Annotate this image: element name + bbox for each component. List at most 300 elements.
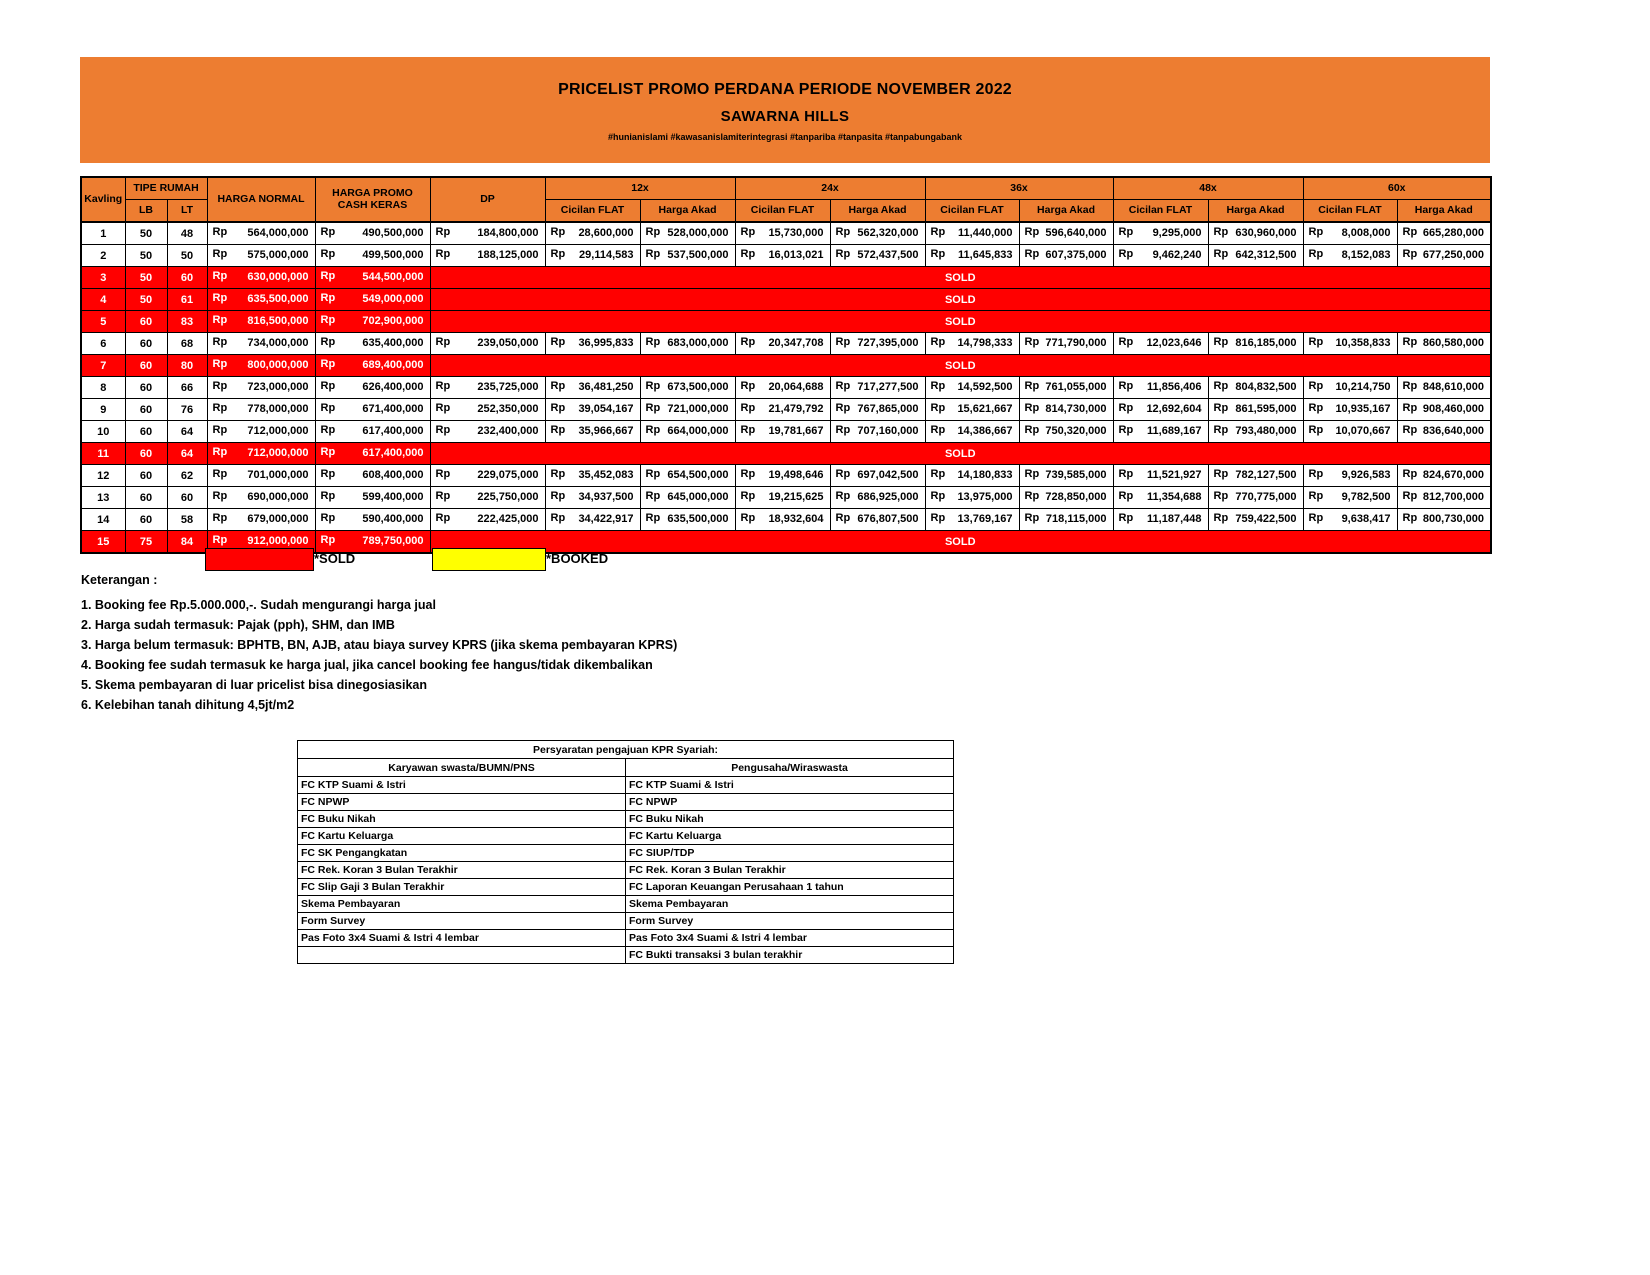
kavling-cell: 15 [81,531,125,554]
amount-value: 28,600,000 [578,227,634,239]
cicilan-cell-12x [545,399,640,421]
cicilan-cell-12x [545,377,640,399]
amount-value: 793,480,000 [1235,425,1297,437]
requirement-cell: FC Slip Gaji 3 Bulan Terakhir [298,879,626,896]
amount-value: 9,462,240 [1152,249,1202,261]
table-row [81,245,1491,267]
amount-value: 759,422,500 [1235,513,1297,525]
currency-label: Rp [1213,226,1229,238]
currency-label: Rp [550,380,566,392]
currency-label: Rp [930,424,946,436]
amount-value: 816,185,000 [1235,337,1297,349]
currency-label: Rp [212,446,228,458]
harga-promo-cell [315,267,430,289]
amount-value: 767,865,000 [857,403,919,415]
dp-cell [430,487,545,509]
akad-cell-36x [1019,465,1113,487]
amount-value: 14,798,333 [957,337,1013,349]
kavling-cell: 13 [81,487,125,509]
cicilan-cell-48x [1113,421,1208,443]
amount-value: 225,750,000 [477,491,539,503]
col-header-tenor-12x: 12x [545,177,735,200]
requirement-cell: FC NPWP [298,794,626,811]
cicilan-cell-36x [925,222,1019,245]
lt-cell: 68 [167,333,207,355]
currency-label: Rp [212,270,228,282]
akad-cell-36x [1019,245,1113,267]
amount-value: 11,521,927 [1147,469,1202,481]
currency-label: Rp [1118,402,1134,414]
currency-label: Rp [212,468,228,480]
currency-label: Rp [645,490,661,502]
legend-sold-label: *SOLD [314,551,356,566]
col-header-cicilan-48x: Cicilan FLAT [1113,200,1208,223]
lt-cell: 76 [167,399,207,421]
requirement-row [298,811,954,828]
currency-label: Rp [435,226,451,238]
currency-label: Rp [1402,512,1418,524]
amount-value: 654,500,000 [667,469,729,481]
table-row [81,355,1491,377]
akad-cell-24x [830,399,925,421]
notes-section [81,573,677,715]
currency-label: Rp [320,314,336,326]
col-header-akad-12x: Harga Akad [640,200,735,223]
amount-value: 701,000,000 [247,469,309,481]
currency-label: Rp [1402,248,1418,260]
amount-value: 20,064,688 [768,381,824,393]
cicilan-cell-12x [545,465,640,487]
akad-cell-48x [1208,421,1303,443]
amount-value: 39,054,167 [578,403,634,415]
akad-cell-12x [640,245,735,267]
notes-title: Keterangan : [81,573,158,587]
amount-value: 19,215,625 [768,491,824,503]
note-item: 4. Booking fee sudah termasuk ke harga jual, jika cancel booking fee hangus/tidak dikembalikan [81,658,653,672]
lt-cell: 84 [167,531,207,554]
currency-label: Rp [550,424,566,436]
currency-label: Rp [320,512,336,524]
currency-label: Rp [320,226,336,238]
cicilan-cell-60x [1303,421,1397,443]
amount-value: 734,000,000 [247,337,309,349]
currency-label: Rp [930,490,946,502]
legend-booked-swatch [432,548,546,571]
harga-normal-cell [207,311,315,333]
currency-label: Rp [645,248,661,260]
amount-value: 727,395,000 [857,337,919,349]
currency-label: Rp [1308,226,1324,238]
col-header-tenor-24x: 24x [735,177,925,200]
dp-cell [430,421,545,443]
cicilan-cell-12x [545,222,640,245]
amount-value: 8,152,083 [1341,249,1391,261]
amount-value: 19,498,646 [768,469,824,481]
amount-value: 188,125,000 [477,249,539,261]
amount-value: 689,400,000 [362,359,424,371]
akad-cell-12x [640,487,735,509]
amount-value: 36,995,833 [578,337,634,349]
currency-label: Rp [740,490,756,502]
lt-cell: 60 [167,267,207,289]
currency-label: Rp [930,468,946,480]
currency-label: Rp [645,226,661,238]
kavling-cell: 5 [81,311,125,333]
currency-label: Rp [1308,468,1324,480]
akad-cell-12x [640,377,735,399]
requirement-cell: FC KTP Suami & Istri [298,777,626,794]
cicilan-cell-36x [925,421,1019,443]
cicilan-cell-24x [735,222,830,245]
currency-label: Rp [212,336,228,348]
requirement-cell: FC Kartu Keluarga [626,828,954,845]
currency-label: Rp [320,358,336,370]
requirement-cell: Skema Pembayaran [298,896,626,913]
akad-cell-60x [1397,377,1491,399]
currency-label: Rp [835,402,851,414]
col-header-cicilan-24x: Cicilan FLAT [735,200,830,223]
legend-booked-label: *BOOKED [546,551,609,566]
currency-label: Rp [435,402,451,414]
kavling-cell: 3 [81,267,125,289]
amount-value: 36,481,250 [578,381,634,393]
amount-value: 717,277,500 [857,381,919,393]
amount-value: 683,000,000 [667,337,729,349]
amount-value: 8,008,000 [1341,227,1391,239]
harga-normal-cell [207,421,315,443]
currency-label: Rp [1213,490,1229,502]
amount-value: 20,347,708 [768,337,824,349]
amount-value: 11,645,833 [958,249,1013,261]
lt-cell: 64 [167,443,207,465]
amount-value: 21,479,792 [768,403,824,415]
amount-value: 771,790,000 [1045,337,1107,349]
kavling-cell: 6 [81,333,125,355]
harga-normal-cell [207,399,315,421]
harga-promo-cell [315,311,430,333]
currency-label: Rp [320,424,336,436]
currency-label: Rp [930,248,946,260]
currency-label: Rp [835,248,851,260]
harga-normal-cell [207,377,315,399]
amount-value: 673,500,000 [667,381,729,393]
requirement-cell: FC Bukti transaksi 3 bulan terakhir [626,947,954,964]
cicilan-cell-36x [925,509,1019,531]
note-item: 2. Harga sudah termasuk: Pajak (pph), SHM, dan IMB [81,618,395,632]
amount-value: 671,400,000 [362,403,424,415]
cicilan-cell-60x [1303,399,1397,421]
amount-value: 635,500,000 [247,293,309,305]
akad-cell-48x [1208,399,1303,421]
amount-value: 11,354,688 [1147,491,1202,503]
currency-label: Rp [550,468,566,480]
harga-promo-cell [315,443,430,465]
pricelist-table [80,176,1492,554]
akad-cell-60x [1397,399,1491,421]
amount-value: 626,400,000 [362,381,424,393]
col-header-cicilan-12x: Cicilan FLAT [545,200,640,223]
harga-normal-cell [207,487,315,509]
amount-value: 635,500,000 [667,513,729,525]
kavling-cell: 1 [81,222,125,245]
kavling-cell: 12 [81,465,125,487]
cicilan-cell-24x [735,399,830,421]
cicilan-cell-36x [925,245,1019,267]
cicilan-cell-24x [735,421,830,443]
amount-value: 15,730,000 [768,227,824,239]
cicilan-cell-12x [545,509,640,531]
amount-value: 836,640,000 [1422,425,1484,437]
col-header-akad-24x: Harga Akad [830,200,925,223]
requirement-row [298,777,954,794]
amount-value: 12,023,646 [1146,337,1202,349]
note-item: 3. Harga belum termasuk: BPHTB, BN, AJB, atau biaya survey KPRS (jika skema pembayaran KPRS) [81,638,678,652]
dp-cell [430,333,545,355]
currency-label: Rp [1308,380,1324,392]
currency-label: Rp [740,226,756,238]
amount-value: 645,000,000 [667,491,729,503]
amount-value: 564,000,000 [247,227,309,239]
currency-label: Rp [320,402,336,414]
amount-value: 761,055,000 [1045,381,1107,393]
requirement-row [298,947,954,964]
lt-cell: 61 [167,289,207,311]
cicilan-cell-60x [1303,377,1397,399]
currency-label: Rp [1213,402,1229,414]
col-header-tenor-36x: 36x [925,177,1113,200]
legend-sold-swatch [205,548,314,571]
requirement-cell: Pas Foto 3x4 Suami & Istri 4 lembar [626,930,954,947]
amount-value: 9,295,000 [1152,227,1202,239]
cicilan-cell-12x [545,333,640,355]
currency-label: Rp [835,226,851,238]
cicilan-cell-36x [925,333,1019,355]
amount-value: 739,585,000 [1045,469,1107,481]
currency-label: Rp [212,358,228,370]
harga-promo-cell [315,245,430,267]
harga-promo-cell [315,222,430,245]
amount-value: 252,350,000 [477,403,539,415]
col-header-akad-36x: Harga Akad [1019,200,1113,223]
requirement-cell: FC NPWP [626,794,954,811]
requirement-cell: FC Buku Nikah [626,811,954,828]
col-header-tenor-48x: 48x [1113,177,1303,200]
amount-value: 18,932,604 [768,513,824,525]
page-title: PRICELIST PROMO PERDANA PERIODE NOVEMBER 2022 [558,81,1012,98]
currency-label: Rp [212,292,228,304]
amount-value: 728,850,000 [1045,491,1107,503]
requirement-cell: Skema Pembayaran [626,896,954,913]
cicilan-cell-48x [1113,399,1208,421]
currency-label: Rp [835,512,851,524]
lb-cell: 60 [125,465,167,487]
table-row [81,509,1491,531]
currency-label: Rp [835,380,851,392]
amount-value: 607,375,000 [1045,249,1107,261]
kavling-cell: 14 [81,509,125,531]
currency-label: Rp [1308,424,1324,436]
currency-label: Rp [1308,336,1324,348]
sold-cell: SOLD [430,443,1491,465]
lb-cell: 50 [125,245,167,267]
akad-cell-24x [830,465,925,487]
akad-cell-60x [1397,465,1491,487]
cicilan-cell-24x [735,487,830,509]
requirement-row [298,930,954,947]
amount-value: 750,320,000 [1045,425,1107,437]
lb-cell: 60 [125,421,167,443]
dp-cell [430,245,545,267]
lb-cell: 60 [125,443,167,465]
currency-label: Rp [930,380,946,392]
akad-cell-60x [1397,509,1491,531]
cicilan-cell-48x [1113,377,1208,399]
col-header-cicilan-60x: Cicilan FLAT [1303,200,1397,223]
akad-cell-24x [830,421,925,443]
requirement-row [298,879,954,896]
akad-cell-12x [640,333,735,355]
currency-label: Rp [212,424,228,436]
akad-cell-60x [1397,487,1491,509]
amount-value: 800,730,000 [1422,513,1484,525]
currency-label: Rp [1402,424,1418,436]
amount-value: 848,610,000 [1422,381,1484,393]
col-header-tipe-rumah: TIPE RUMAH [125,177,207,200]
requirement-cell: Pas Foto 3x4 Suami & Istri 4 lembar [298,930,626,947]
currency-label: Rp [435,424,451,436]
currency-label: Rp [320,380,336,392]
amount-value: 723,000,000 [247,381,309,393]
currency-label: Rp [645,424,661,436]
amount-value: 222,425,000 [477,513,539,525]
amount-value: 642,312,500 [1235,249,1297,261]
akad-cell-24x [830,245,925,267]
harga-promo-cell [315,333,430,355]
col-header-akad-60x: Harga Akad [1397,200,1491,223]
dp-cell [430,222,545,245]
currency-label: Rp [1024,402,1040,414]
lt-cell: 48 [167,222,207,245]
cicilan-cell-24x [735,333,830,355]
cicilan-cell-12x [545,487,640,509]
lb-cell: 60 [125,311,167,333]
currency-label: Rp [1402,336,1418,348]
requirement-cell: FC Rek. Koran 3 Bulan Terakhir [626,862,954,879]
cicilan-cell-36x [925,465,1019,487]
hashtags: #hunianislami #kawasanislamiterintegrasi #tanpariba #tanpasita #tanpabungabank [607,132,963,142]
cicilan-cell-12x [545,245,640,267]
col-header-tenor-60x: 60x [1303,177,1491,200]
currency-label: Rp [212,512,228,524]
akad-cell-48x [1208,465,1303,487]
amount-value: 490,500,000 [362,227,424,239]
table-row [81,465,1491,487]
currency-label: Rp [550,490,566,502]
amount-value: 630,960,000 [1235,227,1297,239]
lb-cell: 60 [125,487,167,509]
requirements-table [297,740,954,964]
cicilan-cell-48x [1113,509,1208,531]
currency-label: Rp [320,534,336,546]
akad-cell-48x [1208,509,1303,531]
amount-value: 712,000,000 [247,425,309,437]
harga-promo-cell [315,465,430,487]
currency-label: Rp [1118,512,1134,524]
currency-label: Rp [1213,468,1229,480]
amount-value: 861,595,000 [1235,403,1297,415]
col-header-harga-promo: HARGA PROMO CASH KERAS [315,177,430,222]
amount-value: 702,900,000 [362,315,424,327]
amount-value: 789,750,000 [362,535,424,547]
akad-cell-60x [1397,421,1491,443]
akad-cell-24x [830,222,925,245]
currency-label: Rp [320,270,336,282]
harga-normal-cell [207,245,315,267]
kavling-cell: 4 [81,289,125,311]
currency-label: Rp [1308,402,1324,414]
lt-cell: 64 [167,421,207,443]
harga-normal-cell [207,509,315,531]
amount-value: 544,500,000 [362,271,424,283]
currency-label: Rp [930,226,946,238]
amount-value: 232,400,000 [477,425,539,437]
cicilan-cell-60x [1303,222,1397,245]
amount-value: 10,214,750 [1335,381,1391,393]
currency-label: Rp [645,402,661,414]
requirement-cell: FC KTP Suami & Istri [626,777,954,794]
akad-cell-24x [830,487,925,509]
lb-cell: 60 [125,333,167,355]
currency-label: Rp [1213,336,1229,348]
currency-label: Rp [320,490,336,502]
requirement-cell: FC Rek. Koran 3 Bulan Terakhir [298,862,626,879]
requirement-row [298,913,954,930]
currency-label: Rp [1118,490,1134,502]
harga-normal-cell [207,222,315,245]
table-row [81,421,1491,443]
currency-label: Rp [1024,424,1040,436]
cicilan-cell-12x [545,421,640,443]
requirements-header [298,741,954,777]
currency-label: Rp [1024,248,1040,260]
lt-cell: 50 [167,245,207,267]
amount-value: 10,070,667 [1335,425,1391,437]
currency-label: Rp [740,380,756,392]
akad-cell-48x [1208,222,1303,245]
akad-cell-60x [1397,222,1491,245]
amount-value: 562,320,000 [857,227,919,239]
harga-promo-cell [315,399,430,421]
amount-value: 804,832,500 [1235,381,1297,393]
amount-value: 14,592,500 [957,381,1013,393]
requirement-row [298,845,954,862]
kavling-cell: 10 [81,421,125,443]
sold-cell: SOLD [430,267,1491,289]
harga-promo-cell [315,421,430,443]
currency-label: Rp [930,336,946,348]
amount-value: 608,400,000 [362,469,424,481]
lb-cell: 60 [125,355,167,377]
akad-cell-24x [830,333,925,355]
currency-label: Rp [435,512,451,524]
harga-promo-cell [315,531,430,554]
currency-label: Rp [435,468,451,480]
requirement-cell: Form Survey [298,913,626,930]
akad-cell-24x [830,509,925,531]
amount-value: 11,440,000 [958,227,1013,239]
requirement-cell: FC Kartu Keluarga [298,828,626,845]
banner [80,57,1490,163]
